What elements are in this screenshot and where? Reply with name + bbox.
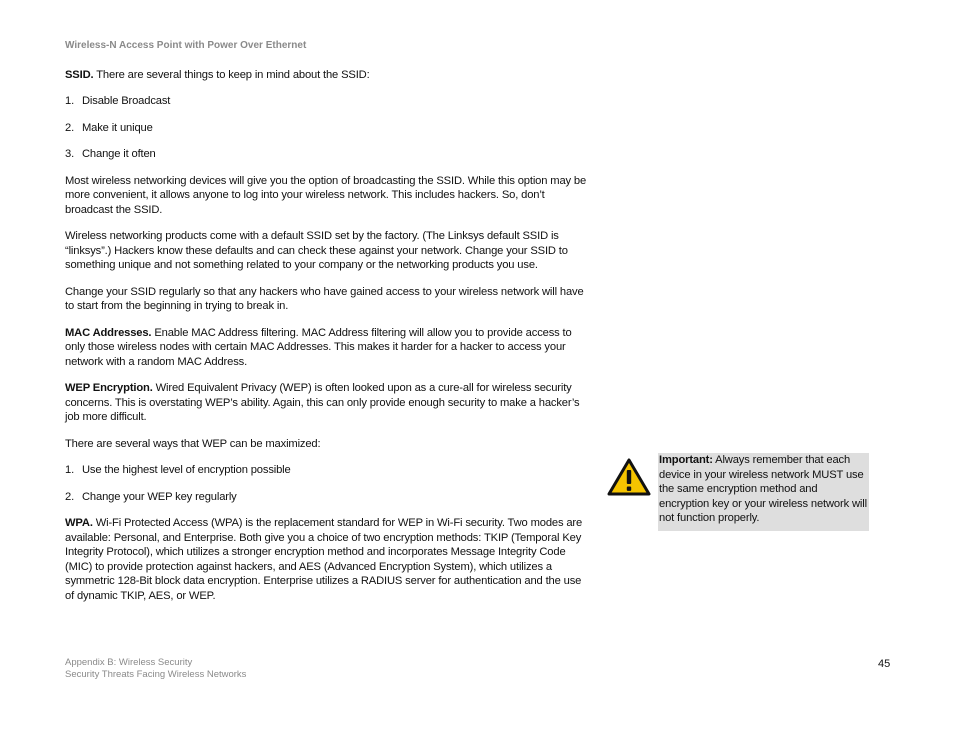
- list-item: [65, 147, 588, 162]
- list-item: [65, 121, 588, 136]
- list-item: [65, 94, 588, 109]
- ssid-paragraph-broadcast: Most wireless networking devices will give you the option of broadcasting the SSID. While this option may be more convenient, it allows anyone to log into your wireless network. This includes hackers. So, don’t broadcast the SSID.: [65, 174, 587, 216]
- list-number: 1.: [65, 95, 75, 108]
- ssid-paragraph-change: Change your SSID regularly so that any hackers who have gained access to your wireless network will have to start from the beginning in trying to break in.: [65, 285, 584, 313]
- list-number: 1.: [65, 464, 75, 477]
- mac-term: MAC Addresses.: [65, 326, 152, 339]
- list-number: 2.: [65, 490, 75, 503]
- warning-icon: [607, 458, 651, 496]
- footer-appendix: Appendix B: Wireless Security: [65, 657, 193, 668]
- footer-section: Security Threats Facing Wireless Networks: [65, 669, 247, 680]
- ssid-intro: [65, 68, 588, 83]
- note-text: Always remember that each device in your wireless network MUST use the same encryption method and encryption key or your wireless network will not function properly.: [659, 454, 867, 525]
- list-text: Disable Broadcast: [82, 95, 171, 108]
- mac-text: Enable MAC Address filtering. MAC Address filtering will allow you to provide access to only those wireless nodes with certain MAC Addresses. This makes it harder for a hacker to access your network with a random MAC Address.: [65, 326, 572, 368]
- wpa-paragraph: [65, 516, 588, 604]
- note-label: Important:: [659, 454, 713, 466]
- wep-ways: There are several ways that WEP can be maximized:: [65, 437, 321, 450]
- list-text: Make it unique: [82, 121, 153, 134]
- list-number: 3.: [65, 148, 75, 161]
- mac-paragraph: [65, 326, 588, 370]
- wep-term: WEP Encryption.: [65, 382, 153, 395]
- list-text: Change it often: [82, 148, 156, 161]
- wep-text: Wired Equivalent Privacy (WEP) is often looked upon as a cure-all for wireless security concerns. This is overstating WEP’s ability. Again, this can only provide enough security to make a hacker’s job more difficult.: [65, 382, 580, 424]
- wep-paragraph: [65, 381, 588, 425]
- wpa-text: Wi-Fi Protected Access (WPA) is the replacement standard for WEP in Wi-Fi security. Two modes are available: Personal, and Enterprise. Both give you a choice of two encryption methods: TKIP (Temporal Key Integrity Protocol), which utilizes a stronger encryption method and incorporates Message Integrity Code (MIC) to provide protection against hackers, and AES (Advanced Encryption System), which utilizes a symmetric 128-Bit block data encryption. Enterprise utilizes a RADIUS server for authentication and the use of dynamic TKIP, AES, or WEP.: [65, 517, 583, 602]
- ssid-paragraph-default: Wireless networking products come with a default SSID set by the factory. (The Linksys default SSID is “linksys”.) Hackers know these defaults and can check these against your network. Change your SSID to something unique and not something related to your company or the networking products you use.: [65, 230, 568, 272]
- page-number: 45: [878, 658, 891, 670]
- list-number: 2.: [65, 121, 75, 134]
- footer: [65, 657, 246, 681]
- list-text: Use the highest level of encryption possible: [82, 464, 291, 477]
- list-item: [65, 463, 588, 478]
- list-item: [65, 490, 588, 505]
- wpa-term: WPA.: [65, 517, 93, 530]
- list-text: Change your WEP key regularly: [82, 490, 237, 503]
- running-header: Wireless-N Access Point with Power Over Ethernet: [65, 40, 307, 51]
- ssid-term: SSID.: [65, 69, 94, 81]
- main-content: [65, 68, 588, 615]
- important-note: [658, 453, 869, 531]
- ssid-intro-text: There are several things to keep in mind about the SSID:: [93, 69, 370, 81]
